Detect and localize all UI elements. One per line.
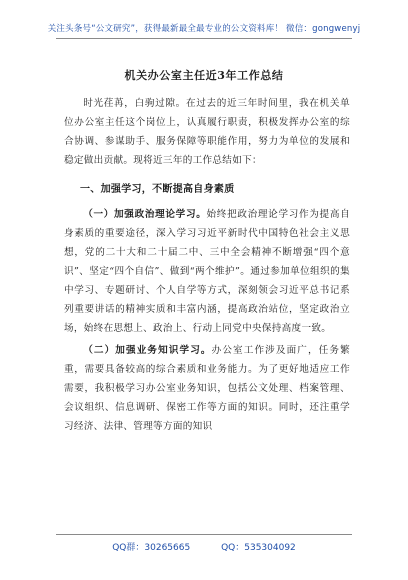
footer-qq: QQ：535304092 [221, 543, 296, 553]
document-title: 机关办公室主任近3年工作总结 [124, 69, 284, 82]
document-body [64, 94, 350, 439]
subsection-1-lead: （一）加强政治理论学习。 [83, 209, 207, 220]
intro-paragraph: 时光荏苒，白驹过隙。在过去的近三年时间里，我在机关单位办公室主任这个岗位上，认真履行职责，积极发挥办公室的综合协调、参谋助手、服务保障等职能作用，努力为单位的发展和稳定做出贡献。现将近三年的工作总结如下： [64, 98, 350, 166]
subsection-1-paragraph [64, 205, 350, 338]
subsection-1-text: 始终把政治理论学习作为提高自身素质的重要途径，深入学习习近平新时代中国特色社会主义思想，党的二十大和二十届二中、三中全会精神不断增强“四个意识”、坚定“四个自信”、做到“两个维护”。通过参加单位组织的集中学习、专题研讨、个人自学等方式，深刻领会习近平总书记系列重要讲话的精神实质和丰富内涵，提高政治站位，坚定政治立场，始终在思想上、政治上、行动上同党中央保持高度一致。 [64, 209, 351, 334]
subsection-2-lead: （二）加强业务知识学习。 [83, 345, 212, 356]
footer-qq-group: QQ群：30265665 [112, 543, 191, 553]
section-heading: 一、加强学习，不断提高自身素质 [80, 184, 235, 195]
footer-divider [56, 534, 352, 535]
header-divider [56, 38, 352, 39]
subsection-2-paragraph [64, 341, 350, 436]
subsection-2-text: 办公室工作涉及面广，任务繁重，需要具备较高的综合素质和业务能力。为了更好地适应工作需要，我积极学习办公室业务知识，包括公文处理、档案管理、会议组织、信息调研、保密工作等方面的知识。同时，还注重学习经济、法律、管理等方面的知识 [64, 345, 350, 432]
footer-contact [0, 540, 408, 553]
header-note: 关注头条号“公文研究”，获得最新最全最专业的公文资料库！ 微信：gongwenyj [47, 24, 361, 34]
